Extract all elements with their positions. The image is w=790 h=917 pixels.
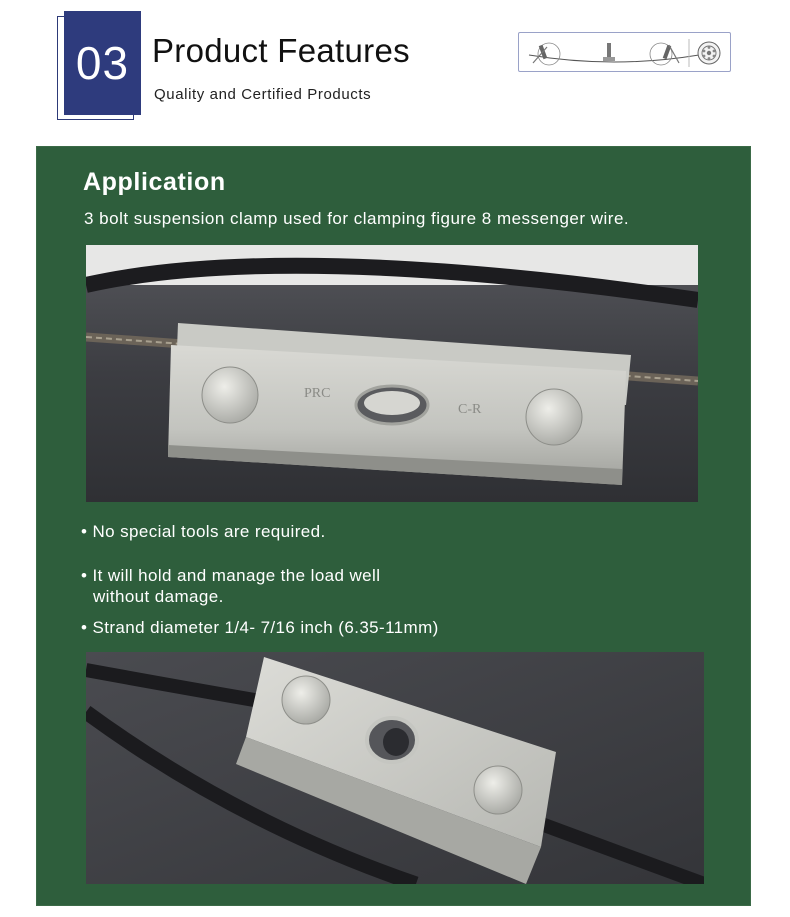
page-subtitle: Quality and Certified Products bbox=[154, 86, 372, 103]
clamp-photo-angle bbox=[86, 652, 704, 884]
application-heading: Application bbox=[83, 168, 226, 196]
feature-item-continuation: without damage. bbox=[93, 587, 224, 606]
cable-diagram-icon bbox=[519, 33, 732, 73]
clamp-marking-left: PRC bbox=[304, 386, 331, 401]
section-number: 03 bbox=[64, 11, 141, 115]
clamp-photo-front bbox=[86, 245, 698, 502]
clamp-marking-right: C-R bbox=[458, 402, 482, 417]
feature-item: • Strand diameter 1/4- 7/16 inch (6.35-11mm) bbox=[81, 618, 439, 637]
feature-item: • It will hold and manage the load well bbox=[81, 566, 381, 585]
page-title: Product Features bbox=[152, 32, 410, 69]
installation-diagram bbox=[518, 32, 731, 72]
feature-item: • No special tools are required. bbox=[81, 522, 326, 541]
application-panel bbox=[36, 146, 751, 906]
application-description: 3 bolt suspension clamp used for clamping figure 8 messenger wire. bbox=[84, 209, 630, 228]
